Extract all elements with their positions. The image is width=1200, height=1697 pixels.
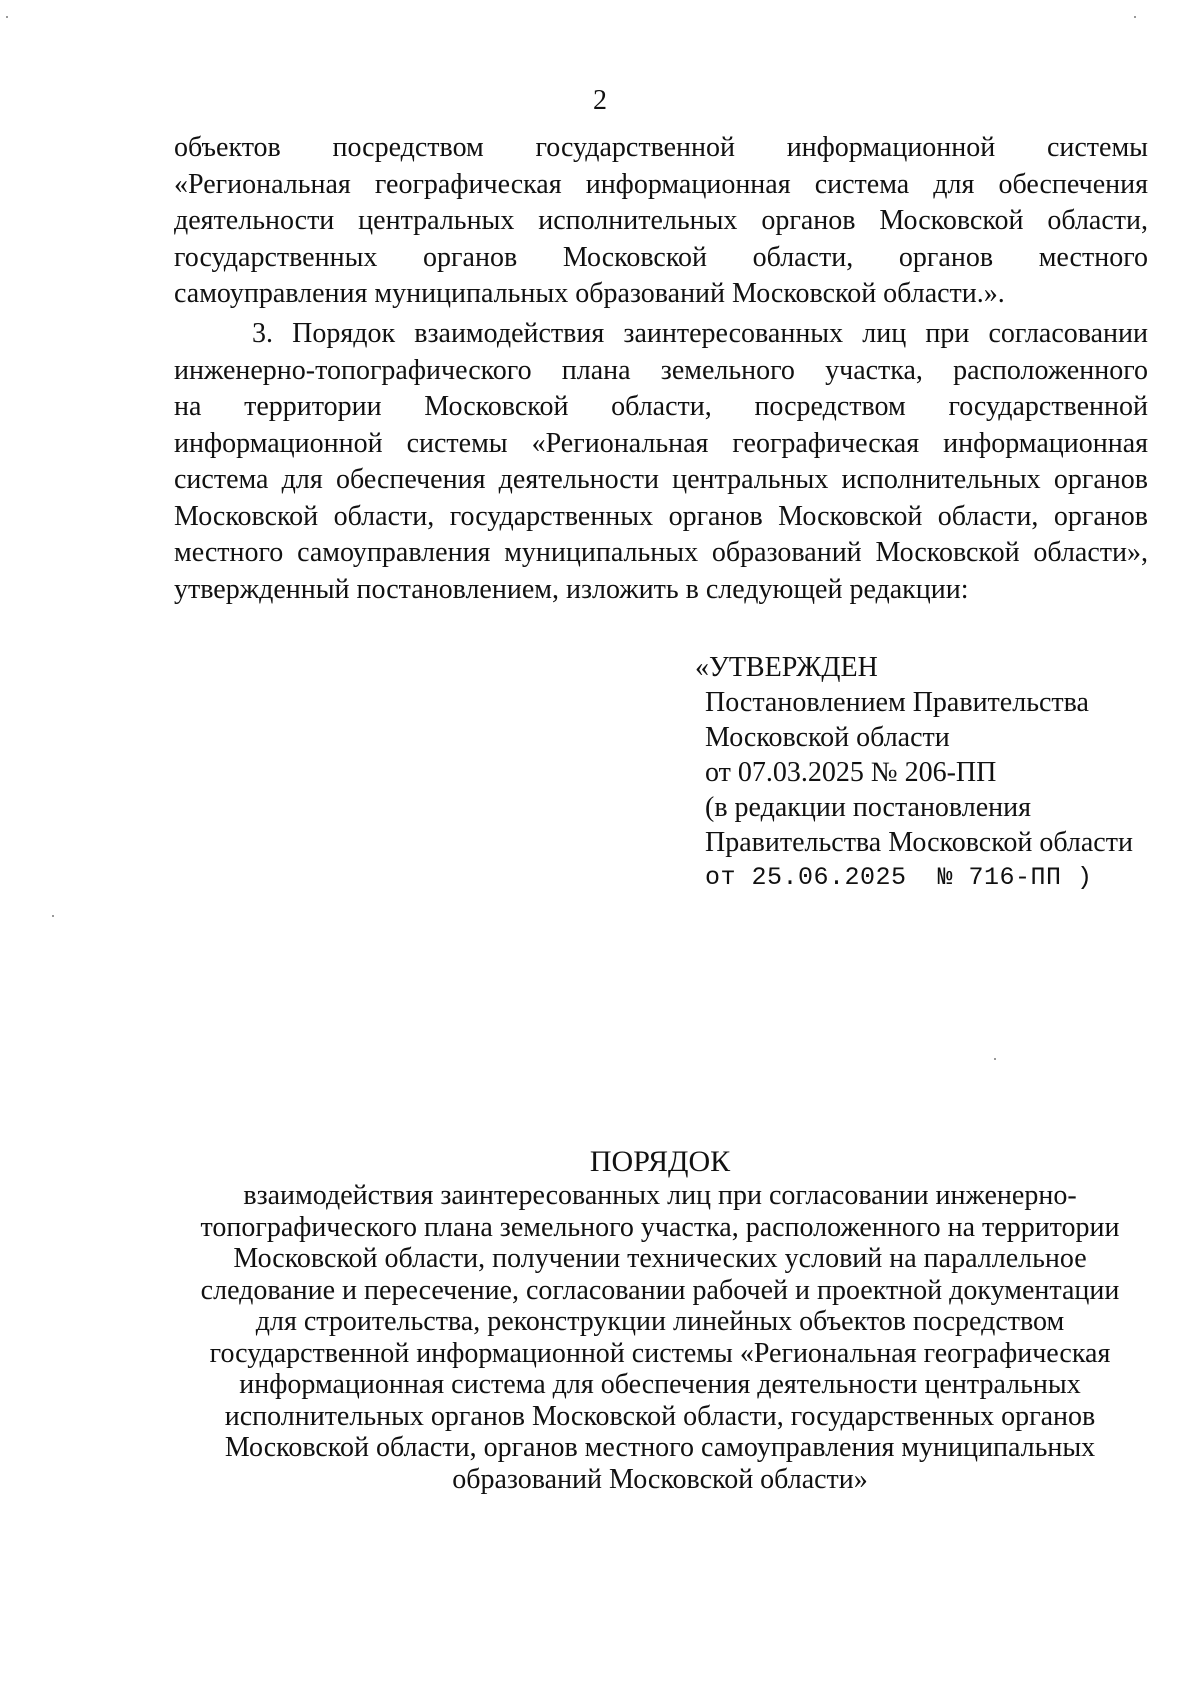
paragraph-line: инженерно-топографического плана земельного участка, расположенного <box>174 354 1148 386</box>
paragraph-line: система для обеспечения деятельности центральных исполнительных органов <box>174 464 1148 495</box>
paragraph-line: государственных органов Московской области, органов местного <box>174 241 1148 273</box>
order-title: ПОРЯДОК <box>589 1145 731 1178</box>
paragraph-line: информационной системы «Региональная географическая информационная <box>174 427 1148 459</box>
approval-line: Правительства Московской области <box>705 827 1133 858</box>
approval-stamp <box>695 650 1133 895</box>
approval-line: «УТВЕРЖДЕН <box>695 652 878 683</box>
paragraph-3 <box>174 316 1148 608</box>
order-subtitle-line: информационная система для обеспечения деятельности центральных <box>239 1369 1081 1400</box>
approval-line: от 07.03.2025 № 206-ПП <box>705 757 997 788</box>
order-subtitle-line: Московской области, получении технических условий на параллельное <box>233 1243 1087 1274</box>
paragraph-line: деятельности центральных исполнительных органов Московской области, <box>174 205 1148 236</box>
page-number: 2 <box>593 85 607 116</box>
paragraph-line: объектов посредством государственной информационной системы <box>174 132 1148 163</box>
order-subtitle-line: следование и пересечение, согласовании рабочей и проектной документации <box>200 1274 1120 1306</box>
paragraph-line: самоуправления муниципальных образований Московской области.». <box>174 278 1005 309</box>
scan-artifact <box>6 16 8 18</box>
approval-line: Московской области <box>705 722 950 753</box>
paragraph-line: утвержденный постановлением, изложить в следующей редакции: <box>174 573 969 605</box>
paragraph-line: «Региональная географическая информационная система для обеспечения <box>174 168 1148 200</box>
order-subtitle-line: топографического плана земельного участка, расположенного на территории <box>200 1211 1120 1243</box>
order-subtitle-line: для строительства, реконструкции линейных объектов посредством <box>255 1306 1065 1337</box>
paragraph-continuation <box>174 130 1148 313</box>
order-subtitle-line: Московской области, органов местного самоуправления муниципальных <box>224 1432 1096 1463</box>
scan-artifact <box>994 1058 996 1060</box>
order-subtitle-line: взаимодействия заинтересованных лиц при согласовании инженерно- <box>243 1180 1077 1211</box>
paragraph-line: местного самоуправления муниципальных образований Московской области», <box>174 537 1148 568</box>
approval-line: Постановлением Правительства <box>705 687 1089 718</box>
scan-artifact <box>52 915 54 917</box>
order-subtitle-line: государственной информационной системы «Региональная географическая <box>209 1337 1111 1369</box>
order-subtitle-line: исполнительных органов Московской области, государственных органов <box>224 1400 1096 1432</box>
paragraph-line: 3. Порядок взаимодействия заинтересованных лиц при согласовании <box>252 318 1148 349</box>
approval-line: (в редакции постановления <box>705 792 1032 823</box>
order-subtitle-line: образований Московской области» <box>452 1463 868 1495</box>
paragraph-line: Московской области, государственных органов Московской области, органов <box>174 500 1148 532</box>
order-subtitle <box>190 1180 1130 1495</box>
paragraph-line: на территории Московской области, посредством государственной <box>174 391 1148 422</box>
approval-revision-line: от 25.06.2025 № 716-ПП ) <box>705 863 1093 892</box>
scan-artifact <box>1134 16 1136 18</box>
